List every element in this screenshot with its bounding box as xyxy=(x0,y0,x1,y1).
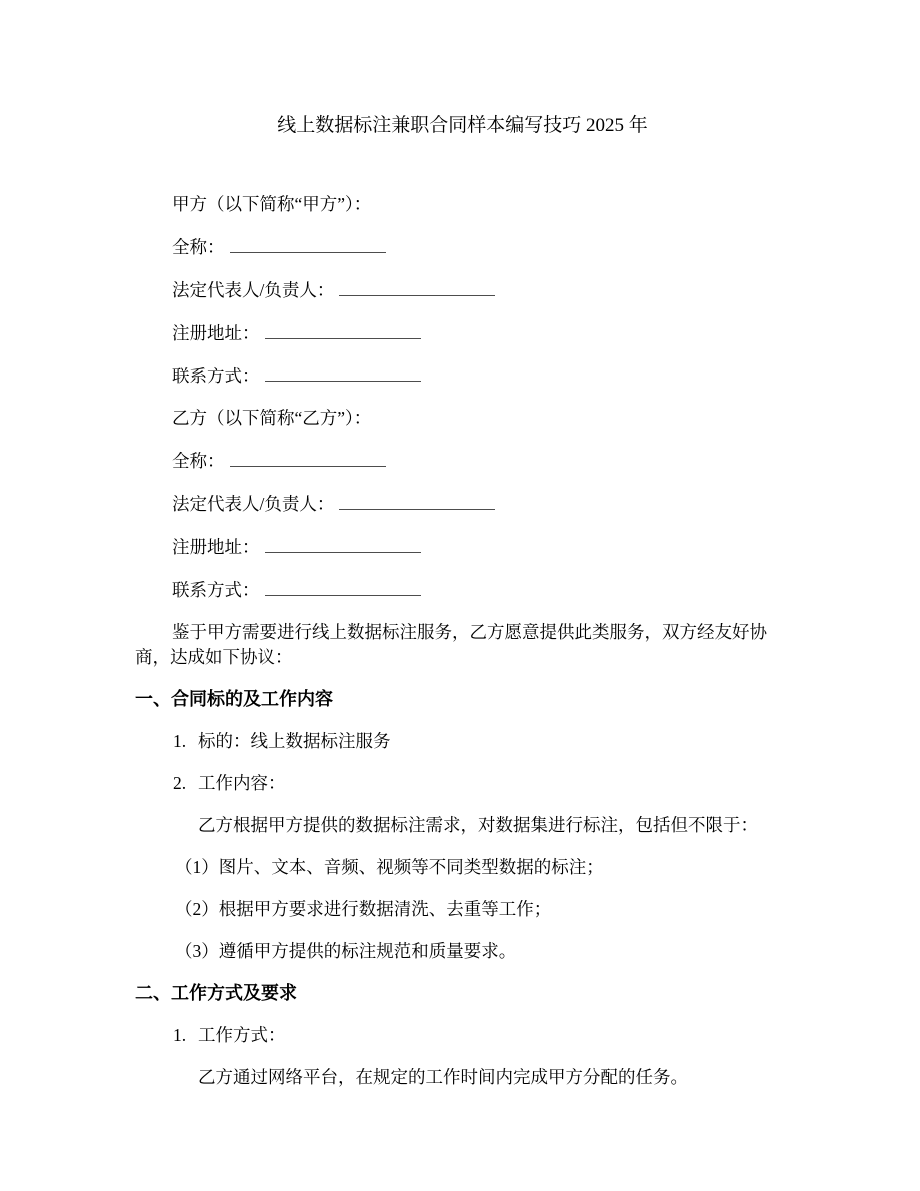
party-b-field-line xyxy=(135,448,790,474)
party-b-field-line xyxy=(135,577,790,603)
party-a-field-line xyxy=(135,277,790,303)
party-b-heading: 乙方（以下简称“乙方”）： xyxy=(172,408,372,428)
body-paragraph: 乙方根据甲方提供的数据标注需求，对数据集进行标注，包括但不限于： xyxy=(198,815,758,835)
party-b-field-line xyxy=(135,534,790,560)
blank-fill-line xyxy=(339,491,495,510)
document-title: 线上数据标注兼职合同样本编写技巧 2025 年 xyxy=(277,115,648,136)
blank-fill-line xyxy=(265,363,421,382)
party-a-field-label: 联系方式： xyxy=(172,366,260,386)
party-a-field-label: 法定代表人/负责人： xyxy=(172,280,335,300)
section-heading: 二、工作方式及要求 xyxy=(135,983,297,1003)
party-b-field-label: 法定代表人/负责人： xyxy=(172,494,335,514)
party-b-field-label: 联系方式： xyxy=(172,580,260,600)
preamble-line: 商，达成如下协议： xyxy=(135,647,293,667)
party-a-field-line xyxy=(135,320,790,346)
blank-fill-line xyxy=(230,234,386,253)
party-b-field-label: 全称： xyxy=(172,451,225,471)
party-a-heading: 甲方（以下简称“甲方”）： xyxy=(172,194,372,214)
paren-list-item: （3）遵循甲方提供的标注规范和质量要求。 xyxy=(175,941,517,961)
list-item-marker: 1. xyxy=(173,1025,187,1045)
blank-fill-line xyxy=(265,577,421,596)
body-paragraph: 乙方通过网络平台，在规定的工作时间内完成甲方分配的任务。 xyxy=(198,1067,688,1087)
paren-list-item: （2）根据甲方要求进行数据清洗、去重等工作； xyxy=(175,899,552,919)
list-item-text: 工作方式： xyxy=(198,1025,286,1045)
party-a-field-line xyxy=(135,363,790,389)
preamble-line: 鉴于甲方需要进行线上数据标注服务，乙方愿意提供此类服务，双方经友好协 xyxy=(172,622,767,642)
numbered-list-item xyxy=(173,1023,790,1048)
party-a-field-label: 全称： xyxy=(172,237,225,257)
party-b-field-line xyxy=(135,491,790,517)
section-heading: 一、合同标的及工作内容 xyxy=(135,689,333,709)
numbered-list-item xyxy=(173,729,790,754)
list-item-marker: 1. xyxy=(173,731,187,751)
preamble-paragraph xyxy=(135,620,790,670)
list-item-text: 工作内容： xyxy=(198,773,286,793)
paren-list-item: （1）图片、文本、音频、视频等不同类型数据的标注； xyxy=(175,857,604,877)
blank-fill-line xyxy=(339,277,495,296)
numbered-list-item xyxy=(173,771,790,796)
document-body xyxy=(135,192,790,1090)
list-item-marker: 2. xyxy=(173,773,187,793)
blank-fill-line xyxy=(265,320,421,339)
list-item-text: 标的：线上数据标注服务 xyxy=(198,731,391,751)
party-a-field-line xyxy=(135,234,790,260)
party-a-field-label: 注册地址： xyxy=(172,323,260,343)
blank-fill-line xyxy=(265,534,421,553)
blank-fill-line xyxy=(230,448,386,467)
party-b-field-label: 注册地址： xyxy=(172,537,260,557)
